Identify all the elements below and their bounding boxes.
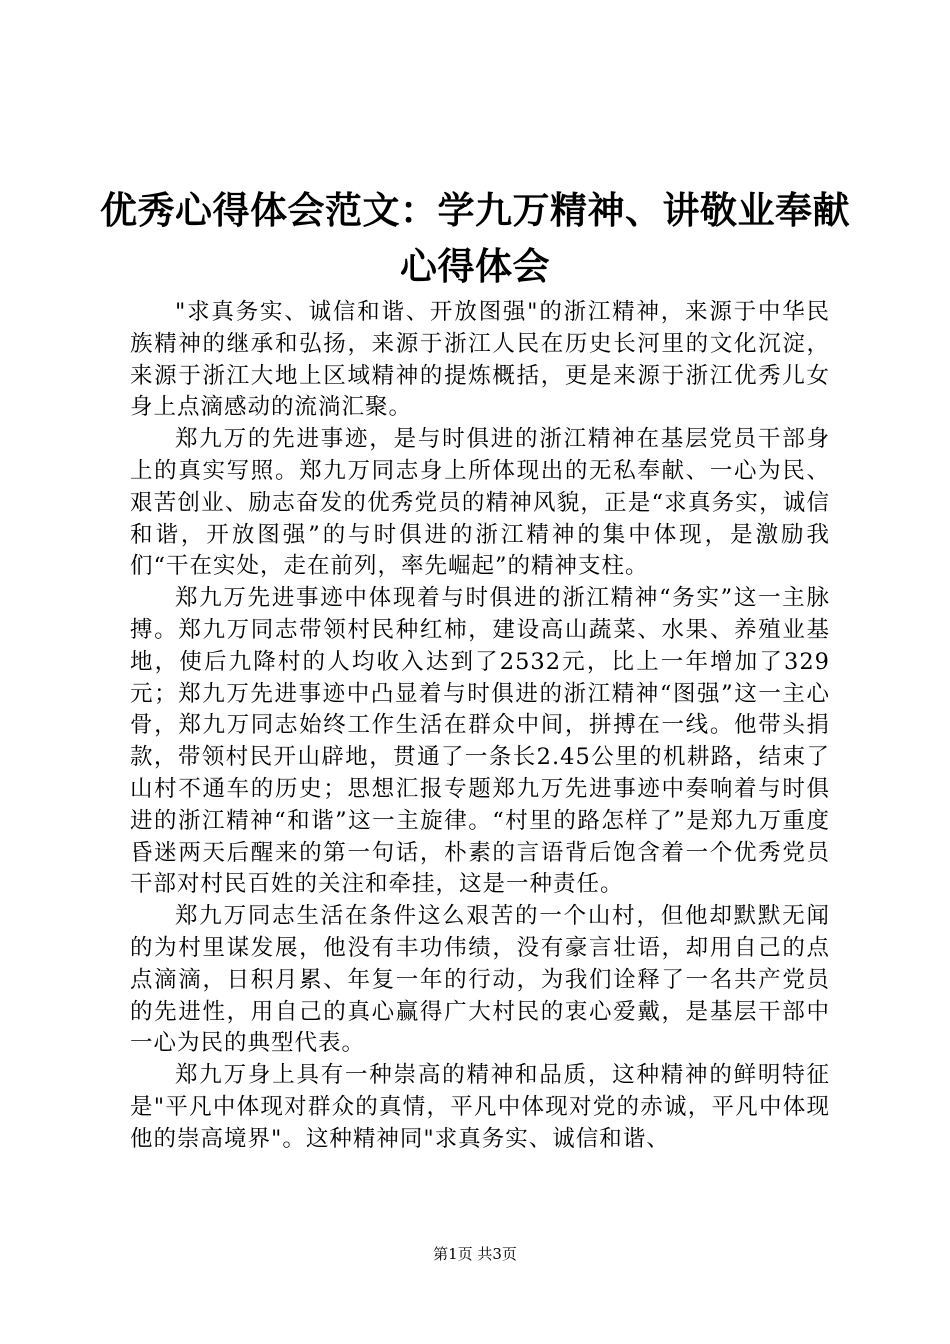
- paragraph-3: 郑九万先进事迹中体现着与时俱进的浙江精神“务实”这一主脉搏。郑九万同志带领村民种红柿，建设高山蔬菜、水果、养殖业基地，使后九降村的人均收入达到了2532元，比上一年增加了329元；郑九万先进事迹中凸显着与时俱进的浙江精神“图强”这一主心骨，郑九万同志始终工作生活在群众中间，拼搏在一线。他带头捐款，带领村民开山辟地，贯通了一条长2.45公里的机耕路，结束了山村不通车的历史；思想汇报专题郑九万先进事迹中奏响着与时俱进的浙江精神“和谐”这一主旋律。“村里的路怎样了”是郑九万重度昏迷两天后醒来的第一句话，朴素的言语背后饱含着一个优秀党员干部对村民百姓的关注和牵挂，这是一种责任。: [130, 585, 830, 898]
- paragraph-2: 郑九万的先进事迹，是与时俱进的浙江精神在基层党员干部身上的真实写照。郑九万同志身上所体现出的无私奉献、一心为民、艰苦创业、励志奋发的优秀党员的精神风貌，正是“求真务实，诚信和谐，开放图强”的与时俱进的浙江精神的集中体现，是激励我们“干在实处，走在前列，率先崛起”的精神支柱。: [130, 426, 830, 580]
- paragraph-4: 郑九万同志生活在条件这么艰苦的一个山村，但他却默默无闻的为村里谋发展，他没有丰功伟绩，没有豪言壮语，却用自己的点点滴滴，日积月累、年复一年的行动，为我们诠释了一名共产党员的先进性，用自己的真心赢得广大村民的衷心爱戴，是基层干部中一心为民的典型代表。: [130, 903, 830, 1057]
- document-title-line2: 心得体会: [400, 244, 550, 288]
- document-body: [130, 297, 830, 1156]
- paragraph-1: "求真务实、诚信和谐、开放图强"的浙江精神，来源于中华民族精神的继承和弘扬，来源于浙江人民在历史长河里的文化沉淀，来源于浙江大地上区域精神的提炼概括，更是来源于浙江优秀儿女身上点滴感动的流淌汇聚。: [130, 299, 830, 421]
- document-title-line1: 优秀心得体会范文：学九万精神、讲敬业奉献: [100, 188, 850, 232]
- paragraph-5: 郑九万身上具有一种崇高的精神和品质，这种精神的鲜明特征是"平凡中体现对群众的真情，平凡中体现对党的赤诚，平凡中体现他的崇高境界"。这种精神同"求真务实、诚信和谐、: [130, 1062, 830, 1152]
- page-footer: 第1页 共3页: [433, 1245, 517, 1263]
